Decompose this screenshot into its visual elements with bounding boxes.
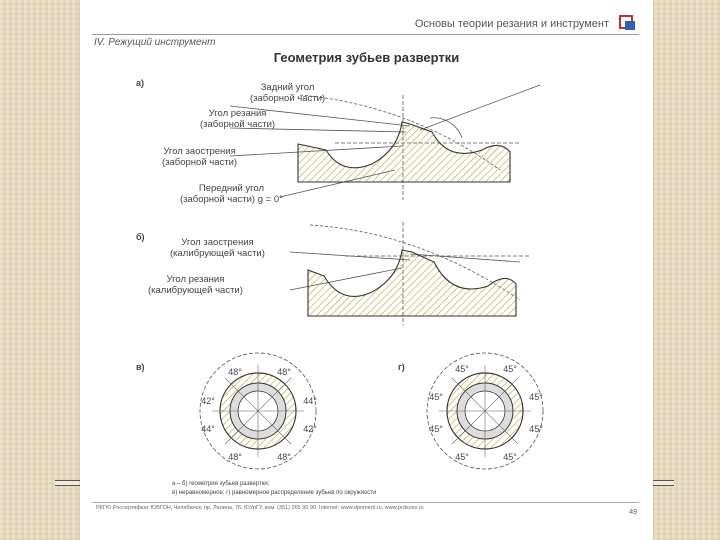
panel-g-angle-8: 45° xyxy=(503,452,517,462)
footer-divider xyxy=(92,502,639,503)
panel-a-cutting-angle-label: Угол резания (заборной части) xyxy=(200,108,276,130)
panel-v-label: в) xyxy=(136,362,145,372)
section-heading: IV. Режущий инструмент xyxy=(94,37,216,48)
panel-a-wedge-angle-label: Угол заострения (заборной части) xyxy=(162,146,238,168)
footer-text: РКГЮ Россертифкат ЮВГОН, Челябинск, пр. Ленина, 76, ЮУрГУ, ком. (351) 265 90 90, Internet: www.dpoment.ru, www.prdsoxs.ru xyxy=(96,505,424,511)
panel-g-angle-3: 45° xyxy=(429,392,443,402)
panel-g-angle-6: 45° xyxy=(529,424,543,434)
panel-a-relief-angle-label: Задний угол (заборной части) xyxy=(250,82,326,104)
panel-v-angle-2: 48° xyxy=(277,367,291,377)
panel-a-tooth xyxy=(298,122,510,182)
panel-a-rake-angle-label: Передний угол (заборной части) g = 0° xyxy=(180,183,283,205)
panel-v-angle-5: 44° xyxy=(201,424,215,434)
panel-v-cross-section xyxy=(200,353,316,469)
panel-g-angle-5: 45° xyxy=(429,424,443,434)
document-page xyxy=(80,0,653,540)
panel-v-angle-6: 42° xyxy=(303,424,317,434)
panel-g-angle-1: 45° xyxy=(455,364,469,374)
page-number: 49 xyxy=(629,509,637,516)
header-title: Основы теории резания и инструмент xyxy=(414,18,609,30)
panel-g-cross-section xyxy=(427,353,543,469)
panel-g-angle-2: 45° xyxy=(503,364,517,374)
panel-b-wedge-angle-label: Угол заострения (калибрующей части) xyxy=(170,237,265,259)
panel-v-angle-1: 48° xyxy=(228,367,242,377)
panel-g-angle-7: 45° xyxy=(455,452,469,462)
panel-g-angle-4: 45° xyxy=(529,392,543,402)
panel-v-angle-8: 48° xyxy=(277,452,291,462)
panel-v-angle-7: 48° xyxy=(228,452,242,462)
figure-caption: а – б) геометрия зубьев развертки; в) неравномерное; г) равномерное распределение зубьев по окружности xyxy=(172,481,377,496)
panel-b-cutting-angle-label: Угол резания (калибрующей части) xyxy=(148,274,243,296)
panel-v-angle-3: 42° xyxy=(201,396,215,406)
page-title: Геометрия зубьев развертки xyxy=(273,50,460,65)
panel-a-label: а) xyxy=(136,78,145,88)
panel-b-label: б) xyxy=(136,232,145,242)
panel-v-angle-4: 44° xyxy=(303,396,317,406)
panel-b-tooth xyxy=(308,250,516,316)
panel-g-label: г) xyxy=(398,362,405,372)
reamer-geometry-figure xyxy=(80,0,653,480)
